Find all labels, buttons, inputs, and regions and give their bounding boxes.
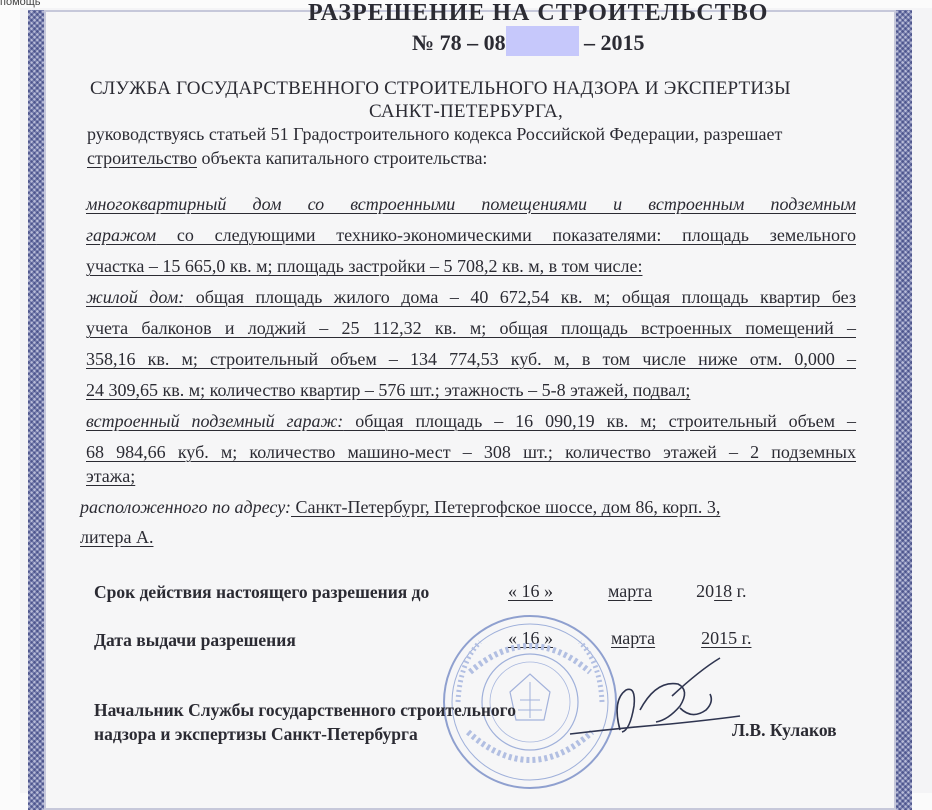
desc-line-6: 358,16 кв. м; строительный объем – 134 774,53 куб. м, в том числе ниже отм. 0,000 – bbox=[86, 349, 856, 369]
address-value: Санкт-Петербург, Петергофское шоссе, дом 86, корп. 3, bbox=[291, 497, 721, 517]
address-line-2: литера А. bbox=[80, 527, 154, 547]
desc-l8-rest: общая площадь – 16 090,19 кв. м; строительный объем – bbox=[343, 411, 856, 431]
intro-line-1: руководствуясь статьей 51 Градостроительного кодекса Российской Федерации, разрешает bbox=[87, 124, 783, 144]
issue-month: марта bbox=[611, 628, 656, 648]
desc-line-2 bbox=[86, 225, 856, 246]
desc-l2-ital: гаражом bbox=[86, 225, 157, 245]
desc-line-3: участка – 15 665,0 кв. м; площадь застройки – 5 708,2 кв. м, в том числе: bbox=[86, 256, 643, 276]
permit-number-prefix: № 78 – 08 bbox=[412, 30, 506, 55]
org-line-1: СЛУЖБА ГОСУДАРСТВЕННОГО СТРОИТЕЛЬНОГО НАДЗОРА И ЭКСПЕРТИЗЫ bbox=[90, 78, 791, 99]
document-title: РАЗРЕШЕНИЕ НА СТРОИТЕЛЬСТВО bbox=[308, 0, 769, 26]
issue-label: Дата выдачи разрешения bbox=[94, 630, 296, 650]
validity-label: Срок действия настоящего разрешения до bbox=[94, 582, 430, 602]
top-label: помощь bbox=[0, 0, 41, 8]
intro-underlined-word: строительство bbox=[87, 148, 197, 168]
validity-year-suffix: 18 bbox=[714, 581, 733, 601]
desc-l4-ital: жилой дом: bbox=[86, 287, 185, 307]
desc-l8-ital: встроенный подземный гараж: bbox=[86, 411, 344, 431]
validity-year-prefix: 20 bbox=[696, 581, 715, 601]
handwritten-signature bbox=[560, 650, 760, 760]
permit-number-suffix: – 2015 bbox=[584, 30, 645, 55]
issue-day: « 16 » bbox=[508, 628, 553, 648]
signer-name: Л.В. Кулаков bbox=[732, 720, 837, 740]
signer-title-1: Начальник Службы государственного строительного bbox=[94, 700, 516, 720]
address-label: расположенного по адресу: bbox=[80, 497, 292, 517]
issue-year: 2015 г. bbox=[701, 628, 752, 648]
desc-line-10: этажа; bbox=[86, 466, 136, 486]
intro-rest: объекта капитального строительства: bbox=[197, 148, 488, 168]
desc-line-5: учета балконов и лоджий – 25 112,32 кв. м; общая площадь встроенных помещений – bbox=[86, 318, 856, 338]
redaction-box bbox=[506, 26, 579, 56]
desc-line-1: многоквартирный дом со встроенными помещениями и встроенным подземным bbox=[86, 194, 856, 214]
desc-line-8 bbox=[86, 411, 856, 432]
desc-l4-rest: общая площадь жилого дома – 40 672,54 кв. м; общая площадь квартир без bbox=[184, 287, 856, 307]
desc-line-4 bbox=[86, 287, 856, 308]
signer-title-2: надзора и экспертизы Санкт-Петербурга bbox=[94, 724, 418, 744]
validity-date bbox=[508, 581, 746, 602]
desc-l2-rest: со следующими технико-экономическими показателями: площадь земельного bbox=[156, 225, 856, 245]
validity-day: « 16 » bbox=[508, 581, 553, 601]
org-line-2: САНКТ-ПЕТЕРБУРГА, bbox=[369, 101, 563, 122]
desc-line-9: 68 984,66 куб. м; количество машино-мест – 308 шт.; количество этажей – 2 подземных bbox=[86, 442, 856, 462]
desc-line-7: 24 309,65 кв. м; количество квартир – 576 шт.; этажность – 5-8 этажей, подвал; bbox=[86, 380, 691, 400]
intro-line-2 bbox=[87, 148, 487, 169]
address-line-1 bbox=[80, 497, 720, 518]
validity-month: марта bbox=[608, 581, 653, 601]
validity-year-end: г. bbox=[732, 581, 747, 601]
